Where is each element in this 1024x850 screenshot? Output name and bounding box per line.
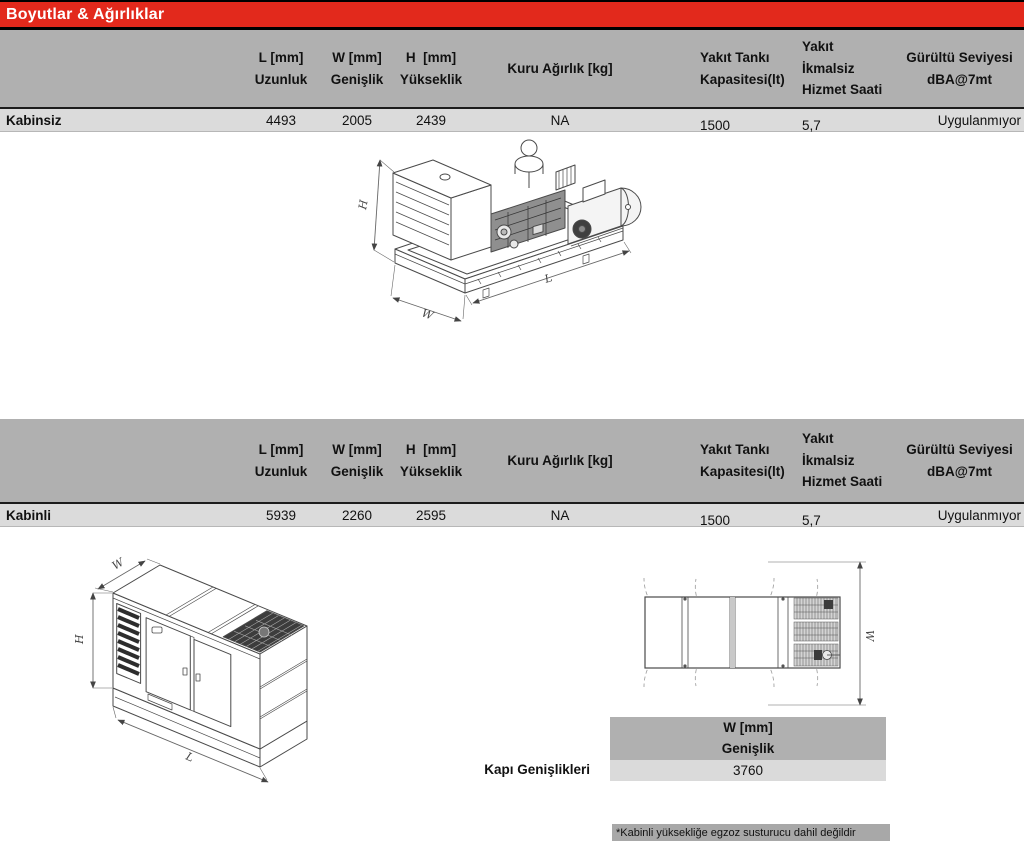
footnote-text: *Kabinli yüksekliğe egzoz susturucu dahil değildir [616,826,856,839]
header-cell-rowlabel [0,419,240,502]
section-title-bar [0,0,1024,30]
value-service-hours: 5,7 [802,512,821,528]
header-cell-dry-weight: Kuru Ağırlık [kg] [507,60,613,76]
value-height: 2595 [415,507,447,523]
value-width: 2260 [341,507,373,523]
header-cell-service-hours: Yakıt İkmalsiz Hizmet Saati [802,39,883,98]
top-grille-bands [794,598,840,666]
value-dry-weight: NA [550,507,570,523]
table-row-kabinli [0,502,1024,527]
door-widths-label: Kapı Genişlikleri [484,762,590,777]
page-title: Boyutlar & Ağırlıklar [6,5,165,23]
header-cell-fuel-tank: Yakıt Tankı Kapasitesi(lt) [700,49,785,87]
intake-louvers [117,604,141,684]
header-cell-width: W [mm] Genişlik [330,49,384,87]
header-cell-rowlabel [0,30,240,107]
canopy-top-view-drawing [628,552,878,717]
header-cell-length: L [mm] Uzunluk [254,49,308,87]
dim-label-w: W [420,306,435,323]
door-widths-table [610,717,886,781]
value-noise-level: Uygulanmıyor [937,112,1021,128]
table-header [0,419,1024,502]
header-cell-noise-level: Gürültü Seviyesi dBA@7mt [906,49,1013,87]
row-label: Kabinli [6,507,52,523]
header-cell-length: L [mm] Uzunluk [254,441,308,479]
door-widths-header: W [mm] Genişlik [610,717,886,760]
dim-label-h: H [356,198,371,211]
header-cell-width: W [mm] Genişlik [330,441,384,479]
dim-label-w: W [109,555,127,573]
value-noise-level: Uygulanmıyor [937,507,1021,523]
door-widths-value: 3760 [610,760,886,781]
value-width: 2005 [341,112,373,128]
header-cell-height: H [mm] Yükseklik [399,441,463,479]
header-cell-dry-weight: Kuru Ağırlık [kg] [507,452,613,468]
header-cell-fuel-tank: Yakıt Tankı Kapasitesi(lt) [700,441,785,479]
dim-label-h: H [73,634,86,644]
value-dry-weight: NA [550,112,570,128]
row-label: Kabinsiz [6,112,62,128]
dim-label-w: W [863,630,876,642]
value-length: 5939 [265,507,297,523]
open-genset-drawing [333,130,703,330]
value-fuel-tank: 1500 [700,512,731,528]
value-fuel-tank: 1500 [700,117,731,133]
dim-label-l: L [542,271,554,286]
dimensions-table-kabinli [0,419,1024,527]
header-cell-service-hours: Yakıt İkmalsiz Hizmet Saati [802,431,883,490]
dimensions-table-kabinsiz [0,30,1024,132]
table-row-kabinsiz [0,107,1024,132]
footnote-bar [612,824,890,841]
table-header [0,30,1024,107]
canopy-genset-drawing [68,548,338,798]
value-length: 4493 [265,112,297,128]
dim-label-l: L [183,749,196,765]
header-cell-height: H [mm] Yükseklik [399,49,463,87]
header-cell-noise-level: Gürültü Seviyesi dBA@7mt [906,441,1013,479]
value-service-hours: 5,7 [802,117,821,133]
value-height: 2439 [415,112,447,128]
